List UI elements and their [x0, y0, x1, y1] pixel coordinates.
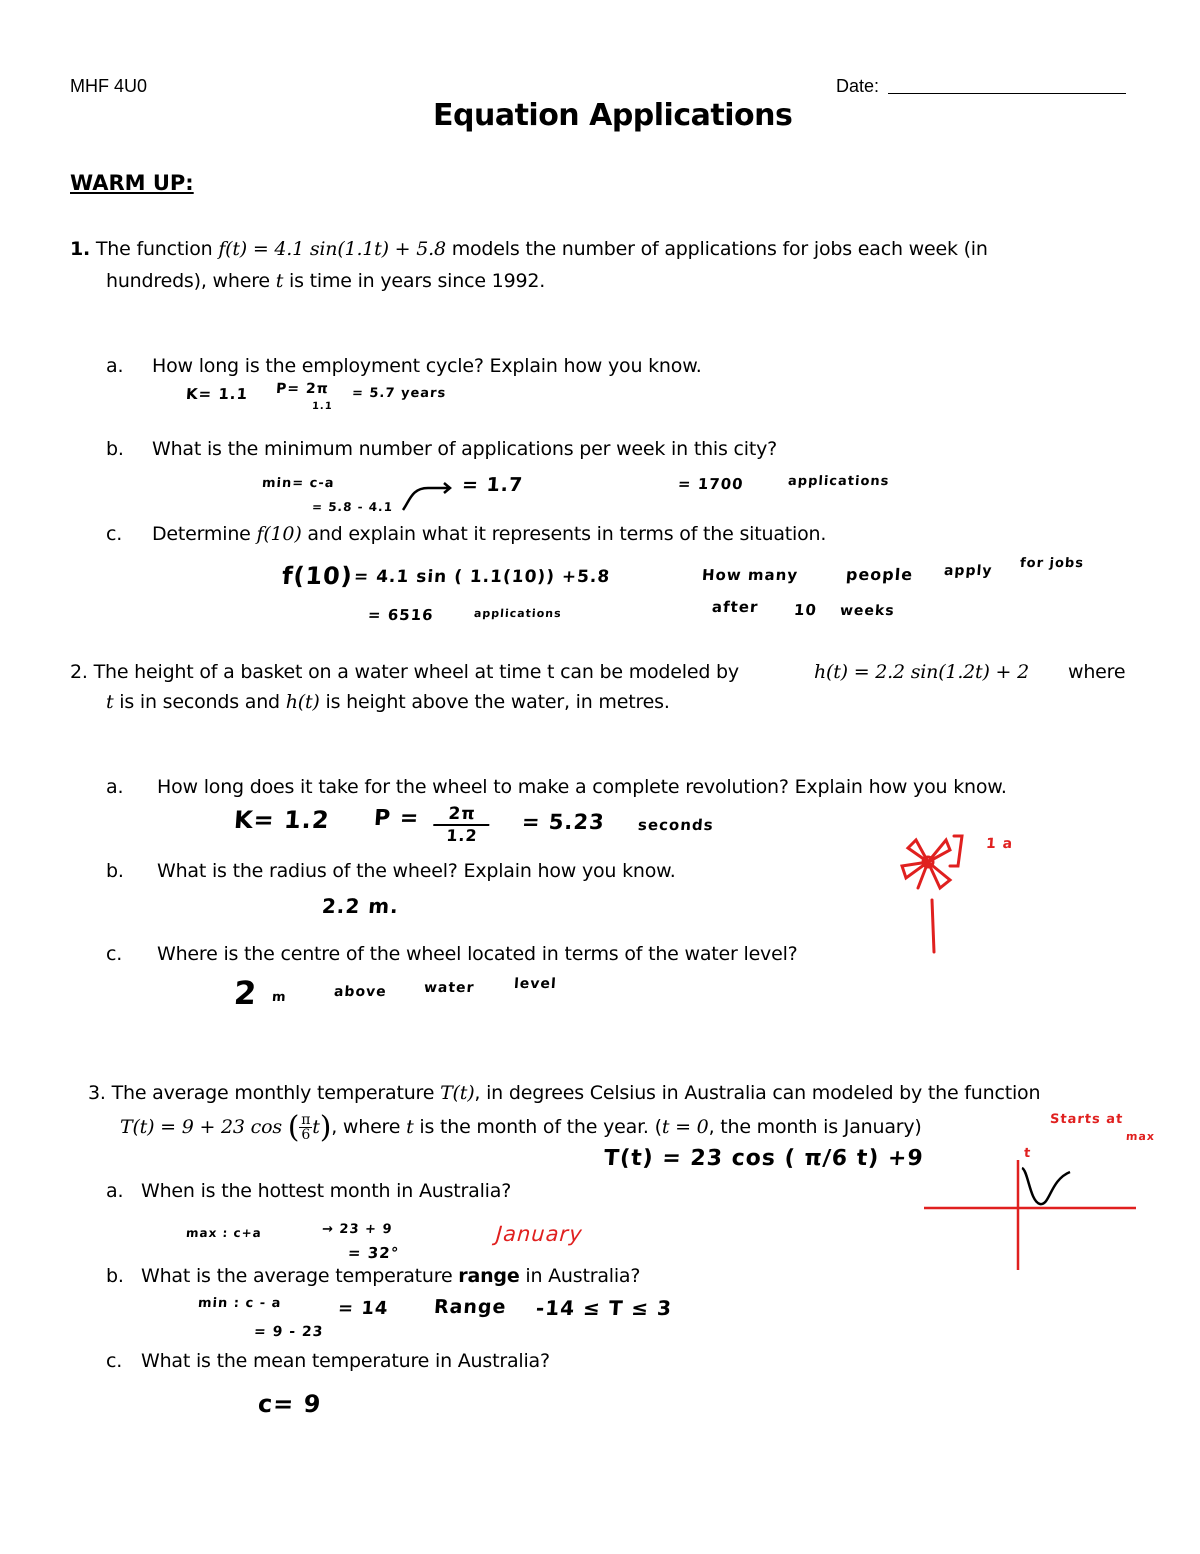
handwriting: max : c+a	[185, 1226, 263, 1240]
handwriting: f(10)	[281, 562, 354, 590]
question-text: is the month of the year. (	[419, 1116, 662, 1138]
handwriting: P= 2π	[275, 381, 330, 397]
question-text: , where	[331, 1116, 401, 1138]
sub-question-text: Where is the centre of the wheel located in terms of the water level?	[157, 943, 798, 965]
formula: T(t)	[440, 1082, 475, 1104]
handwriting: after	[711, 598, 760, 616]
sub-label: b.	[106, 1265, 124, 1287]
sub-label: c.	[106, 523, 123, 545]
formula: t = 0	[661, 1116, 709, 1138]
handwriting: min= c-a	[261, 476, 336, 491]
handwriting: = 5.23	[521, 810, 606, 834]
sub-question-text: What is the mean temperature in Australia?	[141, 1350, 550, 1372]
handwriting: T(t) = 23 cos ( π/6 t) +9	[603, 1146, 925, 1171]
question-text: The function	[95, 238, 213, 260]
sub-question-text: How long is the employment cycle? Explain how you know.	[152, 355, 702, 377]
handwriting: c= 9	[257, 1390, 323, 1418]
question-text: The average monthly temperature	[111, 1082, 435, 1104]
question-text: Determine	[152, 523, 251, 545]
question-2-formula	[814, 661, 1029, 683]
handwriting: m	[271, 990, 288, 1005]
handwriting: K= 1.2	[233, 806, 331, 834]
question-text: and explain what it represents in terms of the situation.	[307, 523, 827, 545]
handwriting: weeks	[839, 603, 896, 619]
warmup-heading: WARM UP:	[70, 171, 194, 195]
handwriting: applications	[787, 474, 890, 489]
handwriting: = 5.7 years	[351, 386, 447, 401]
handwriting: = 9 - 23	[253, 1324, 324, 1340]
sub-label: a.	[106, 776, 124, 798]
fraction	[299, 1113, 312, 1142]
question-text: in Australia?	[525, 1265, 641, 1287]
arrow-icon	[398, 480, 458, 516]
sub-question-text: What is the radius of the wheel? Explain how you know.	[157, 860, 676, 882]
handwriting: 2	[232, 974, 259, 1012]
paren: (	[287, 1110, 300, 1145]
page-title: Equation Applications	[433, 98, 793, 133]
question-text: is height above the water, in metres.	[325, 691, 670, 713]
handwriting: apply	[943, 563, 993, 579]
handwriting: applications	[473, 607, 563, 620]
handwriting: = 1.7	[461, 474, 524, 496]
question-text: , the month is January)	[708, 1116, 922, 1138]
question-number: 1.	[70, 238, 91, 260]
handwriting: How many	[701, 566, 799, 584]
sub-question-text: How long does it take for the wheel to make a complete revolution? Explain how you know.	[157, 776, 1007, 798]
course-code: MHF 4U0	[70, 76, 148, 96]
handwriting: = 14	[337, 1298, 390, 1319]
question-3-line-2	[120, 1110, 922, 1145]
handwriting: seconds	[637, 816, 715, 834]
question-number: 3.	[88, 1082, 106, 1104]
sub-question-text: When is the hottest month in Australia?	[141, 1180, 512, 1202]
sub-label: a.	[106, 355, 124, 377]
variable: t	[312, 1116, 320, 1138]
handwriting: January	[495, 1222, 584, 1246]
handwriting: Starts at	[1049, 1112, 1124, 1127]
question-text: where	[1068, 661, 1126, 683]
handwriting: Range	[433, 1296, 508, 1318]
formula: T(t) = 9 + 23 cos	[120, 1116, 282, 1138]
sub-label: c.	[106, 943, 123, 965]
handwriting: 2.2 m.	[321, 894, 400, 918]
handwriting: K= 1.1	[185, 385, 249, 403]
handwriting: min : c - a	[197, 1296, 282, 1311]
handwriting: 1.2	[445, 826, 479, 845]
question-1-line-1	[70, 238, 988, 260]
numerator: π	[301, 1112, 311, 1128]
cosine-graph-sketch-icon	[920, 1150, 1140, 1272]
date-label: Date:	[836, 76, 880, 96]
handwriting: = 1700	[677, 475, 745, 493]
paren: )	[319, 1110, 332, 1145]
handwriting: level	[513, 976, 558, 992]
date-field-line[interactable]	[888, 93, 1126, 94]
handwriting: max	[1125, 1130, 1156, 1143]
fraction	[434, 804, 490, 845]
handwriting: t	[1023, 1146, 1032, 1161]
variable: t	[106, 691, 114, 713]
question-text-bold: range	[458, 1265, 520, 1287]
handwriting: people	[845, 565, 914, 584]
handwriting: 1.1	[311, 401, 334, 412]
sub-label: c.	[106, 1350, 123, 1372]
sub-label: a.	[106, 1180, 124, 1202]
question-2-line-1	[70, 661, 739, 683]
formula: h(t) = 2.2 sin(1.2t) + 2	[814, 661, 1029, 683]
question-text: hundreds), where	[106, 270, 270, 292]
handwriting: 2π	[433, 804, 491, 826]
sub-label: b.	[106, 438, 124, 460]
handwriting: -14 ≤ T ≤ 3	[535, 1296, 673, 1320]
sub-question-text: What is the minimum number of applications per week in this city?	[152, 438, 778, 460]
question-text: The height of a basket on a water wheel at time t can be modeled by	[93, 661, 739, 683]
question-text: , in degrees Celsius in Australia can modeled by the function	[474, 1082, 1041, 1104]
handwriting: P =	[373, 806, 421, 831]
question-text: is time in years since 1992.	[289, 270, 546, 292]
question-number: 2.	[70, 661, 88, 683]
variable: t	[406, 1116, 414, 1138]
question-2-line-2	[106, 691, 670, 713]
variable: t	[275, 270, 284, 292]
handwriting: for jobs	[1019, 556, 1085, 571]
formula: f(10)	[256, 523, 302, 545]
question-text: models the number of applications for jobs each week (in	[451, 238, 988, 260]
handwriting: water	[423, 980, 476, 996]
sub-label: b.	[106, 860, 124, 882]
question-3-line-1	[88, 1082, 1040, 1104]
formula: f(t) = 4.1 sin(1.1t) + 5.8	[218, 238, 446, 260]
handwriting: = 32°	[347, 1244, 400, 1262]
question-text: What is the average temperature	[141, 1265, 453, 1287]
formula: h(t)	[285, 691, 320, 713]
handwriting: above	[333, 984, 388, 1000]
handwriting: → 23 + 9	[321, 1222, 394, 1237]
handwriting: = 5.8 - 4.1	[311, 500, 394, 514]
question-text: is in seconds and	[119, 691, 280, 713]
handwriting: 1 a	[985, 836, 1014, 852]
handwriting: = 6516	[367, 606, 435, 624]
sub-question-text	[152, 523, 826, 545]
handwriting: = 4.1 sin ( 1.1(10)) +5.8	[353, 567, 611, 587]
question-1-line-2	[106, 270, 545, 292]
sub-question-text	[141, 1265, 640, 1287]
handwriting: 10	[793, 601, 818, 619]
denominator: 6	[301, 1127, 311, 1143]
